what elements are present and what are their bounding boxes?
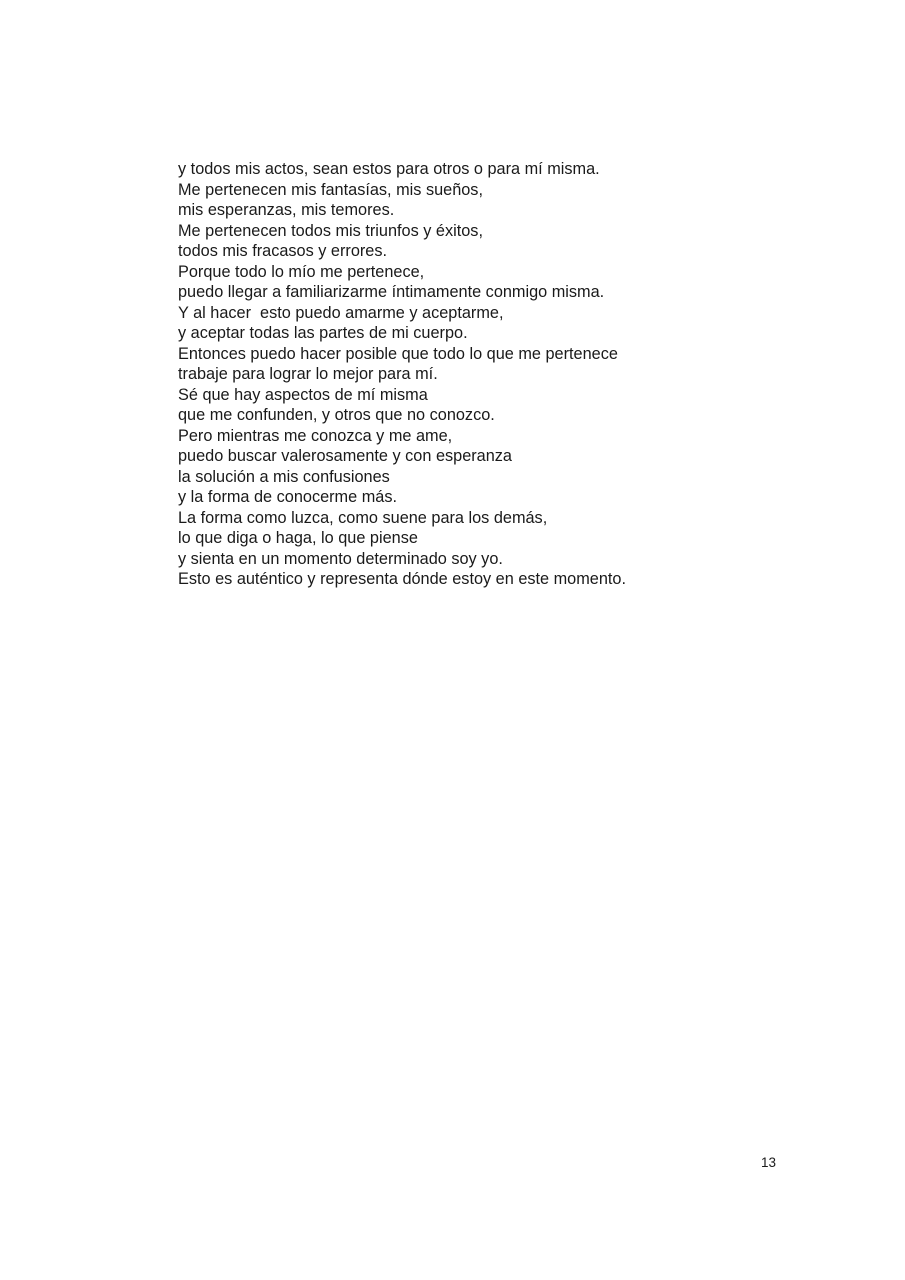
- poem-text-block: [178, 159, 798, 590]
- text-line: Sé que hay aspectos de mí misma: [178, 385, 428, 404]
- text-line: Entonces puedo hacer posible que todo lo que me pertenece: [178, 344, 618, 363]
- text-line: Me pertenecen todos mis triunfos y éxitos,: [178, 221, 483, 240]
- text-line: trabaje para lograr lo mejor para mí.: [178, 365, 438, 383]
- text-line: la solución a mis confusiones: [178, 467, 390, 486]
- text-line: Pero mientras me conozca y me ame,: [178, 426, 453, 445]
- text-line: y todos mis actos, sean estos para otros o para mí misma.: [178, 160, 600, 178]
- text-line: lo que diga o haga, lo que piense: [178, 529, 418, 547]
- text-line: Porque todo lo mío me pertenece,: [178, 262, 425, 281]
- text-line: que me confunden, y otros que no conozco.: [178, 406, 495, 424]
- text-line: Me pertenecen mis fantasías, mis sueños,: [178, 180, 483, 199]
- page-number: 13: [761, 1155, 777, 1170]
- text-line: puedo llegar a familiarizarme íntimamente conmigo misma.: [178, 283, 605, 301]
- text-line: y sienta en un momento determinado soy yo.: [178, 549, 503, 568]
- text-line: y aceptar todas las partes de mi cuerpo.: [178, 324, 468, 342]
- text-line: todos mis fracasos y errores.: [178, 242, 388, 260]
- text-line: puedo buscar valerosamente y con esperanza: [178, 447, 512, 465]
- text-line: mis esperanzas, mis temores.: [178, 201, 395, 219]
- text-line: Esto es auténtico y representa dónde estoy en este momento.: [178, 570, 627, 588]
- text-line: Y al hacer esto puedo amarme y aceptarme,: [178, 303, 504, 322]
- text-line: La forma como luzca, como suene para los demás,: [178, 508, 548, 527]
- text-line: y la forma de conocerme más.: [178, 488, 397, 506]
